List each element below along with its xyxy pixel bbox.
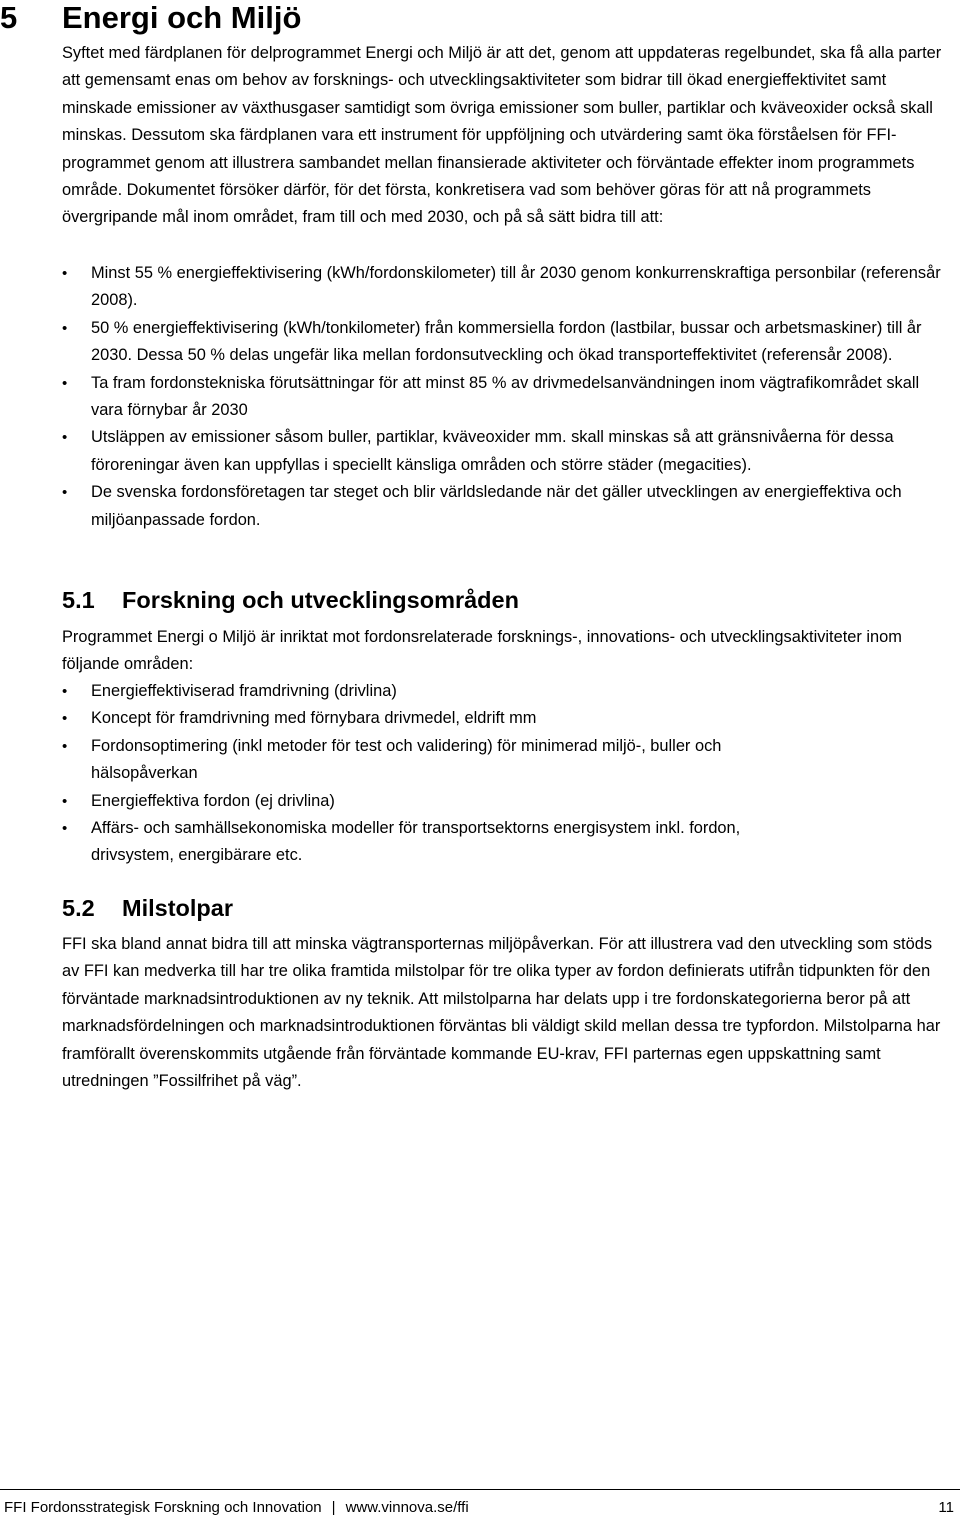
footer-url[interactable]: www.vinnova.se/ffi (345, 1499, 469, 1516)
page-number: 11 (938, 1499, 954, 1516)
list-item: • 50 % energieffektivisering (kWh/tonkilometer) från kommersiella fordon (lastbilar, bussar och arbetsmaskiner) till år 2030. Dessa 50 % delas ungefär lika mellan fordonsutveckling och ökad transporteffektivitet (referensår 2008). (62, 315, 952, 370)
bullet-icon: • (62, 319, 68, 337)
list-item: • Ta fram fordonstekniska förutsättningar för att minst 85 % av drivmedelsanvändningen inom vägtrafikområdet skall vara förnybar år 2030 (62, 370, 952, 425)
goals-list (62, 260, 952, 534)
bullet-icon: • (62, 374, 68, 392)
list-item: • De svenska fordonsföretagen tar steget och blir världsledande när det gäller utvecklingen av energieffektiva och miljöanpassade fordon. (62, 479, 952, 534)
subsection-body: FFI ska bland annat bidra till att minska vägtransporternas miljöpåverkan. För att illustrera vad den utveckling som stöds av FFI kan medverka till har tre olika framtida milstolpar för tre olika typer av fordon definierats utifrån tidpunkten för den förväntade marknadsintroduktionen av ny teknik. Att milstolparna har delats upp i tre fordonskategorierna beror på att marknadsfördelningen och marknadsintroduktionen förväntas bli väldigt skild mellan dessa tre typfordon. Milstolparna har framförallt överenskommits utgående från förväntade kommande EU-krav, FFI parternas egen uppskattning samt utredningen ”Fossilfrihet på väg”. (62, 935, 941, 1091)
subsection-intro: Programmet Energi o Miljö är inriktat mot fordonsrelaterade forsknings-, innovations- och utvecklingsaktiviteter inom följande områden: (62, 628, 902, 674)
section-heading (0, 0, 301, 40)
bullet-icon: • (62, 429, 68, 447)
section-number: 5 (0, 0, 18, 35)
list-item: • Energieffektiviserad framdrivning (drivlina) (62, 678, 952, 705)
list-item: • Affärs- och samhällsekonomiska modeller för transportsektorns energisystem inkl. fordon, drivsystem, energibärare etc. (62, 815, 952, 870)
list-item: • Minst 55 % energieffektivisering (kWh/fordonskilometer) till år 2030 genom konkurrenskraftiga personbilar (referensår 2008). (62, 260, 952, 315)
list-item: • Utsläppen av emissioner såsom buller, partiklar, kväveoxider mm. skall minskas så att gränsnivåerna för dessa föroreningar även kan uppfyllas i speciellt känsliga områden och större städer (megacities). (62, 424, 952, 479)
bullet-icon: • (62, 683, 68, 700)
section-title: Energi och Miljö (62, 0, 302, 35)
bullet-icon: • (62, 265, 68, 282)
areas-list (62, 678, 952, 870)
section-intro: Syftet med färdplanen för delprogrammet Energi och Miljö är att det, genom att uppdateras regelbundet, ska få alla parter att gemensamt enas om behov av forsknings- och utvecklingsaktiviteter som bidrar till ökad energieffektivitet samt minskade emissioner av växthusgaser samtidigt som övriga emissioner som buller, partiklar och kväveoxider också skall minskas. Dessutom ska färdplanen vara ett instrument för uppföljning och utvärdering samt öka förståelsen för FFI-programmet genom att illustrera sambandet mellan finansierade aktiviteter och förväntade effekter inom programmets område. Dokumentet försöker därför, för det första, konkretisera vad som behöver göras för att nå programmets övergripande mål inom området, fram till och med 2030, och på så sätt bidra till att: (62, 44, 942, 227)
footer-divider (0, 1489, 960, 1490)
subsection-number: 5.2 (62, 895, 95, 921)
list-item: • Koncept för framdrivning med förnybara drivmedel, eldrift mm (62, 705, 952, 732)
footer-separator: | (331, 1499, 336, 1516)
list-item: • Fordonsoptimering (inkl metoder för test och validering) för minimerad miljö-, buller och hälsopåverkan (62, 733, 952, 788)
bullet-icon: • (62, 792, 68, 810)
page-footer (4, 1498, 954, 1518)
subsection-title: Milstolpar (122, 895, 233, 921)
subsection-heading (62, 584, 519, 616)
subsection-title: Forskning och utvecklingsområden (122, 587, 519, 613)
bullet-icon: • (62, 484, 68, 502)
subsection-number: 5.1 (62, 587, 95, 613)
bullet-icon: • (62, 710, 68, 728)
bullet-icon: • (62, 737, 68, 755)
list-item: • Energieffektiva fordon (ej drivlina) (62, 788, 952, 815)
footer-publisher: FFI Fordonsstrategisk Forskning och Innovation (4, 1499, 322, 1516)
subsection-heading (62, 892, 233, 924)
bullet-icon: • (62, 820, 68, 838)
